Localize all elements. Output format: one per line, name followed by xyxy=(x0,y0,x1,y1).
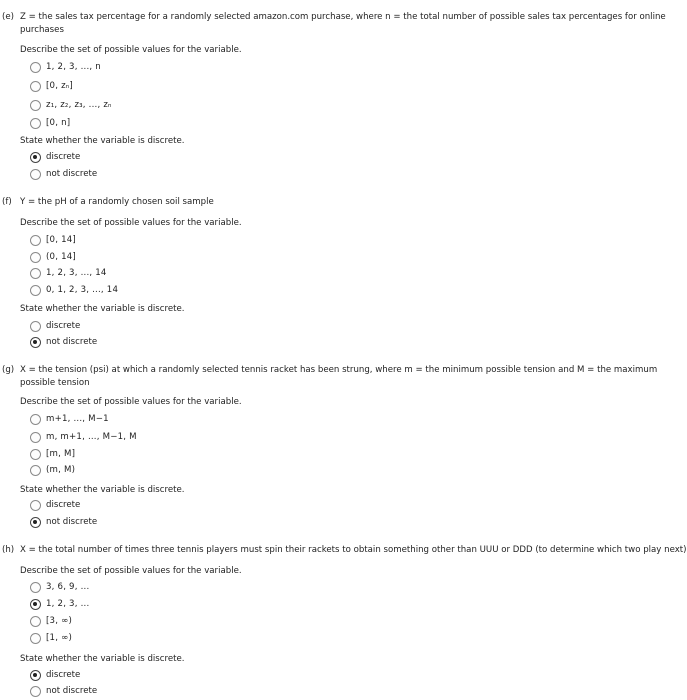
part-h-option-3[interactable] xyxy=(30,614,72,628)
option-label: not discrete xyxy=(46,686,98,696)
part-g-question-line1: X = the tension (psi) at which a randomly selected tennis racket has been strung, where m = the minimum possible tension and M = the maximum xyxy=(20,365,658,375)
radio-button[interactable] xyxy=(30,633,41,644)
radio-button[interactable] xyxy=(30,252,41,263)
option-label: [0, n] xyxy=(46,118,71,128)
part-h-marker: (h) xyxy=(2,545,15,555)
part-g-option-4[interactable] xyxy=(30,463,75,477)
radio-button-selected[interactable] xyxy=(30,337,41,348)
part-g-discrete-option[interactable] xyxy=(30,498,80,512)
part-g-discrete-prompt: State whether the variable is discrete. xyxy=(20,485,185,495)
part-e-not-discrete-option[interactable] xyxy=(30,167,97,181)
radio-button[interactable] xyxy=(30,432,41,443)
radio-button[interactable] xyxy=(30,81,41,92)
option-label: discrete xyxy=(46,152,81,162)
part-g-marker: (g) xyxy=(2,365,15,375)
part-f-option-2[interactable] xyxy=(30,250,76,264)
part-h-option-4[interactable] xyxy=(30,631,72,645)
part-f-option-1[interactable] xyxy=(30,233,76,247)
option-label: not discrete xyxy=(46,517,98,527)
part-g-question-line2: possible tension xyxy=(20,378,90,388)
option-label: [m, M] xyxy=(46,449,76,459)
radio-button[interactable] xyxy=(30,235,41,246)
option-label: discrete xyxy=(46,500,81,510)
part-g-option-2[interactable] xyxy=(30,430,137,444)
part-e-describe-prompt: Describe the set of possible values for the variable. xyxy=(20,45,242,55)
radio-button[interactable] xyxy=(30,321,41,332)
part-f-question-line1: Y = the pH of a randomly chosen soil sample xyxy=(20,197,214,207)
part-h-question-line1: X = the total number of times three tennis players must spin their rackets to obtain something other than UUU or DDD (to determine which two play next) xyxy=(20,545,687,555)
option-label: 1, 2, 3, ... xyxy=(46,599,90,609)
option-label: 1, 2, 3, ..., 14 xyxy=(46,268,107,278)
part-h-describe-prompt: Describe the set of possible values for the variable. xyxy=(20,566,242,576)
part-f-describe-prompt: Describe the set of possible values for the variable. xyxy=(20,218,242,228)
radio-button[interactable] xyxy=(30,500,41,511)
radio-button[interactable] xyxy=(30,449,41,460)
part-h-discrete-option[interactable] xyxy=(30,668,80,682)
option-label: (0, 14] xyxy=(46,252,76,262)
option-label: 0, 1, 2, 3, ..., 14 xyxy=(46,285,119,295)
part-e-option-3[interactable] xyxy=(30,98,112,112)
part-f-discrete-option[interactable] xyxy=(30,319,80,333)
part-e-question-line2: purchases xyxy=(20,25,64,35)
radio-button[interactable] xyxy=(30,285,41,296)
radio-button-selected[interactable] xyxy=(30,517,41,528)
part-e-discrete-option[interactable] xyxy=(30,150,80,164)
radio-button[interactable] xyxy=(30,268,41,279)
radio-button-selected[interactable] xyxy=(30,670,41,681)
part-g-option-1[interactable] xyxy=(30,412,109,426)
option-label: discrete xyxy=(46,321,81,331)
option-label: not discrete xyxy=(46,337,98,347)
option-label: [0, 14] xyxy=(46,235,76,245)
radio-button[interactable] xyxy=(30,169,41,180)
radio-button[interactable] xyxy=(30,62,41,73)
part-h-not-discrete-option[interactable] xyxy=(30,684,97,698)
radio-button[interactable] xyxy=(30,616,41,627)
part-g-describe-prompt: Describe the set of possible values for the variable. xyxy=(20,397,242,407)
part-f-option-3[interactable] xyxy=(30,266,107,280)
option-label: not discrete xyxy=(46,169,98,179)
part-e-option-2[interactable] xyxy=(30,79,73,93)
option-label: [0, zₙ] xyxy=(46,81,73,91)
radio-button-selected[interactable] xyxy=(30,599,41,610)
radio-button[interactable] xyxy=(30,414,41,425)
part-e-marker: (e) xyxy=(2,12,14,22)
part-h-discrete-prompt: State whether the variable is discrete. xyxy=(20,654,185,664)
option-label: (m, M) xyxy=(46,465,76,475)
part-e-option-4[interactable] xyxy=(30,116,70,130)
radio-button[interactable] xyxy=(30,686,41,697)
option-label: m+1, ..., M−1 xyxy=(46,414,109,424)
radio-button[interactable] xyxy=(30,118,41,129)
radio-button[interactable] xyxy=(30,100,41,111)
part-f-not-discrete-option[interactable] xyxy=(30,335,97,349)
option-label: [3, ∞) xyxy=(46,616,72,626)
option-label: discrete xyxy=(46,670,81,680)
option-label: 3, 6, 9, ... xyxy=(46,582,90,592)
radio-button-selected[interactable] xyxy=(30,152,41,163)
part-f-marker: (f) xyxy=(2,197,12,207)
radio-button[interactable] xyxy=(30,582,41,593)
part-e-discrete-prompt: State whether the variable is discrete. xyxy=(20,136,185,146)
part-g-not-discrete-option[interactable] xyxy=(30,515,97,529)
radio-button[interactable] xyxy=(30,465,41,476)
part-h-option-2[interactable] xyxy=(30,597,89,611)
part-e-option-1[interactable] xyxy=(30,60,101,74)
part-f-option-4[interactable] xyxy=(30,283,118,297)
option-label: z₁, z₂, z₃, ..., zₙ xyxy=(46,100,112,110)
part-g-option-3[interactable] xyxy=(30,447,75,461)
part-e-question-line1: Z = the sales tax percentage for a randomly selected amazon.com purchase, where n = the total number of possible sales tax percentages for online xyxy=(20,12,666,22)
option-label: [1, ∞) xyxy=(46,633,72,643)
part-f-discrete-prompt: State whether the variable is discrete. xyxy=(20,304,185,314)
part-h-option-1[interactable] xyxy=(30,580,89,594)
option-label: 1, 2, 3, ..., n xyxy=(46,62,101,72)
option-label: m, m+1, ..., M−1, M xyxy=(46,432,137,442)
